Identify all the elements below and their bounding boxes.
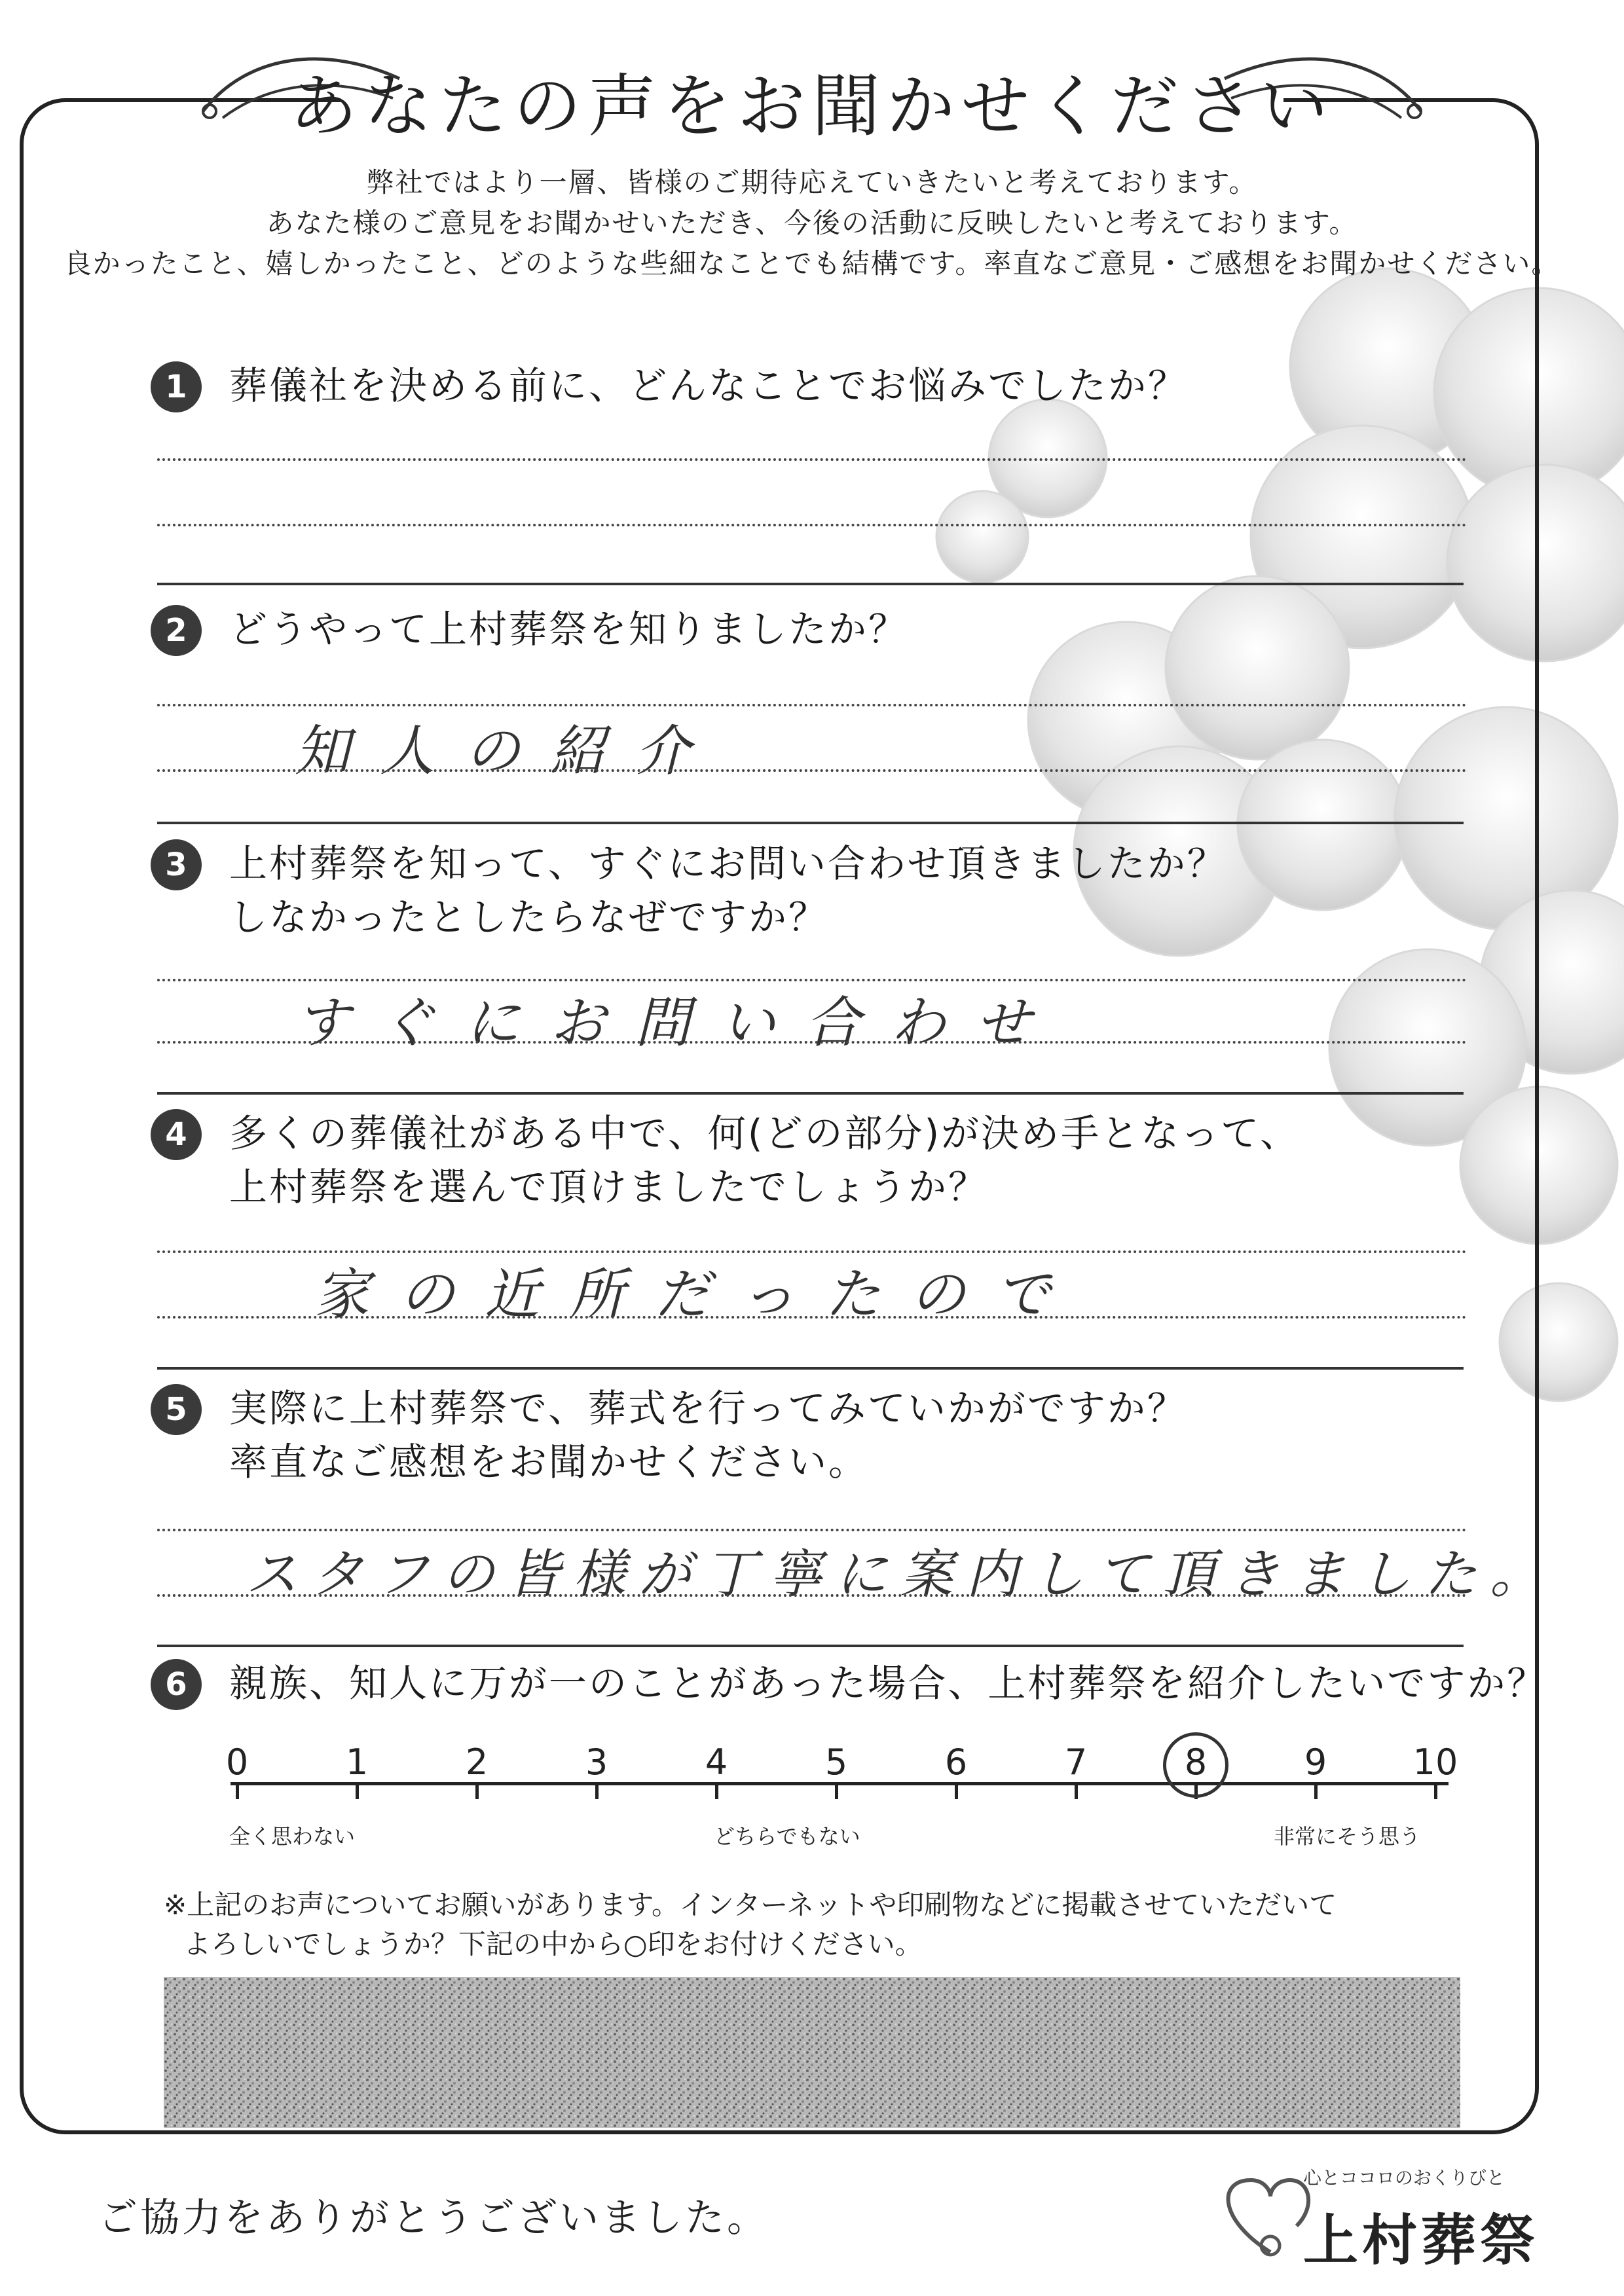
question-text — [229, 1106, 1300, 1214]
thank-you-message: ご協力をありがとうございました。 — [98, 2195, 769, 2241]
answer-guide-line — [157, 1529, 1467, 1531]
scale-number-8[interactable]: 8 — [1184, 1741, 1208, 1783]
question-text — [229, 1381, 1187, 1489]
answer-guide-line — [157, 458, 1467, 461]
company-logo-name: 上村葬祭 — [1303, 2208, 1540, 2272]
answer-guide-line — [157, 1041, 1467, 1044]
scale-number-1[interactable]: 1 — [345, 1741, 369, 1783]
section-divider — [157, 583, 1464, 585]
question-number-badge: 3 — [151, 839, 202, 890]
question-line: しなかったとしたらなぜですか？ — [229, 895, 829, 939]
question-text — [229, 837, 1227, 944]
scale-tick — [356, 1782, 359, 1799]
answer-guide-line — [157, 769, 1467, 772]
section-divider — [157, 1367, 1464, 1370]
section-divider — [157, 1092, 1464, 1095]
scale-tick — [236, 1782, 239, 1799]
scale-number-2[interactable]: 2 — [465, 1741, 489, 1783]
question-text: 親族、知人に万が一のことがあった場合、上村葬祭を紹介したいですか？ — [229, 1661, 1547, 1705]
question-number-badge: 1 — [151, 361, 202, 412]
logo-tagline: 心とココロのおくりびと — [1303, 2167, 1505, 2189]
scale-number-6[interactable]: 6 — [944, 1741, 968, 1783]
question-number-badge: 2 — [151, 605, 202, 656]
scale-tick — [1075, 1782, 1078, 1799]
scale-label-mid: どちらでもない — [714, 1824, 860, 1849]
scale-number-5[interactable]: 5 — [824, 1741, 848, 1783]
scale-tick — [595, 1782, 599, 1799]
redacted-consent-area — [164, 1977, 1460, 2128]
scale-tick — [835, 1782, 838, 1799]
question-number-badge: 6 — [151, 1659, 202, 1710]
page-title: あなたの声をお聞かせください — [289, 66, 1335, 146]
question-number-badge: 4 — [151, 1109, 202, 1160]
scale-tick — [955, 1782, 958, 1799]
rating-scale[interactable] — [225, 1741, 1458, 1820]
scale-number-7[interactable]: 7 — [1064, 1741, 1088, 1783]
answer-guide-line — [157, 1594, 1467, 1597]
scale-tick — [715, 1782, 718, 1799]
answer-guide-line — [157, 524, 1467, 526]
answer-handwritten[interactable]: スタフの皆様が丁寧に案内して頂きました。 — [246, 1544, 1555, 1605]
scale-tick — [1434, 1782, 1437, 1799]
intro-line: あなた様のご意見をお聞かせいただき、今後の活動に反映したいと考えております。 — [266, 207, 1358, 239]
scale-number-3[interactable]: 3 — [585, 1741, 608, 1783]
note-line: ※上記のお声についてお願いがあります。インターネットや印刷物などに掲載させていただいて — [164, 1889, 1337, 1921]
scale-label-low: 全く思わない — [229, 1824, 356, 1849]
intro-line: 良かったこと、嬉しかったこと、どのような些細なことでも結構です。率直なご意見・ご感想をお聞かせください。 — [64, 247, 1560, 280]
question-number-badge: 5 — [151, 1384, 202, 1435]
answer-handwritten[interactable]: 家の近所だったので — [314, 1262, 1081, 1326]
question-text: 葬儀社を決める前に、どんなことでお悩みでしたか？ — [229, 363, 1189, 408]
selected-circle-mark — [1163, 1732, 1228, 1798]
question-line: 上村葬祭を選んで頂けましたでしょうか？ — [229, 1165, 989, 1209]
scale-label-high: 非常にそう思う — [1274, 1824, 1421, 1849]
question-text: どうやって上村葬祭を知りましたか？ — [229, 607, 909, 651]
section-divider — [157, 822, 1464, 824]
scale-tick — [475, 1782, 479, 1799]
intro-line: 弊社ではより一層、皆様のご期待応えていきたいと考えております。 — [366, 166, 1258, 198]
question-line: 率直なご感想をお聞かせください。 — [229, 1440, 869, 1484]
question-line: 実際に上村葬祭で、葬式を行ってみていかがですか？ — [229, 1386, 1187, 1430]
question-line: 上村葬祭を知って、すぐにお問い合わせ頂きましたか？ — [229, 841, 1227, 886]
question-line: 多くの葬儀社がある中で、何(どの部分)が決め手となって、 — [229, 1111, 1300, 1156]
scale-number-4[interactable]: 4 — [705, 1741, 728, 1783]
scale-number-9[interactable]: 9 — [1304, 1741, 1327, 1783]
section-divider — [157, 1645, 1464, 1647]
scale-tick — [1314, 1782, 1318, 1799]
note-line: よろしいでしょうか？下記の中から○印をお付けください。 — [183, 1928, 923, 1960]
scale-number-10[interactable]: 10 — [1412, 1741, 1458, 1783]
answer-guide-line — [157, 704, 1467, 706]
answer-guide-line — [157, 1316, 1467, 1319]
publication-consent-note — [164, 1886, 1337, 1964]
answer-handwritten[interactable]: 知人の紹介 — [295, 719, 721, 783]
scale-number-0[interactable]: 0 — [225, 1741, 249, 1783]
answer-handwritten[interactable]: すぐにお問い合わせ — [295, 991, 1061, 1055]
intro-text — [0, 162, 1624, 284]
